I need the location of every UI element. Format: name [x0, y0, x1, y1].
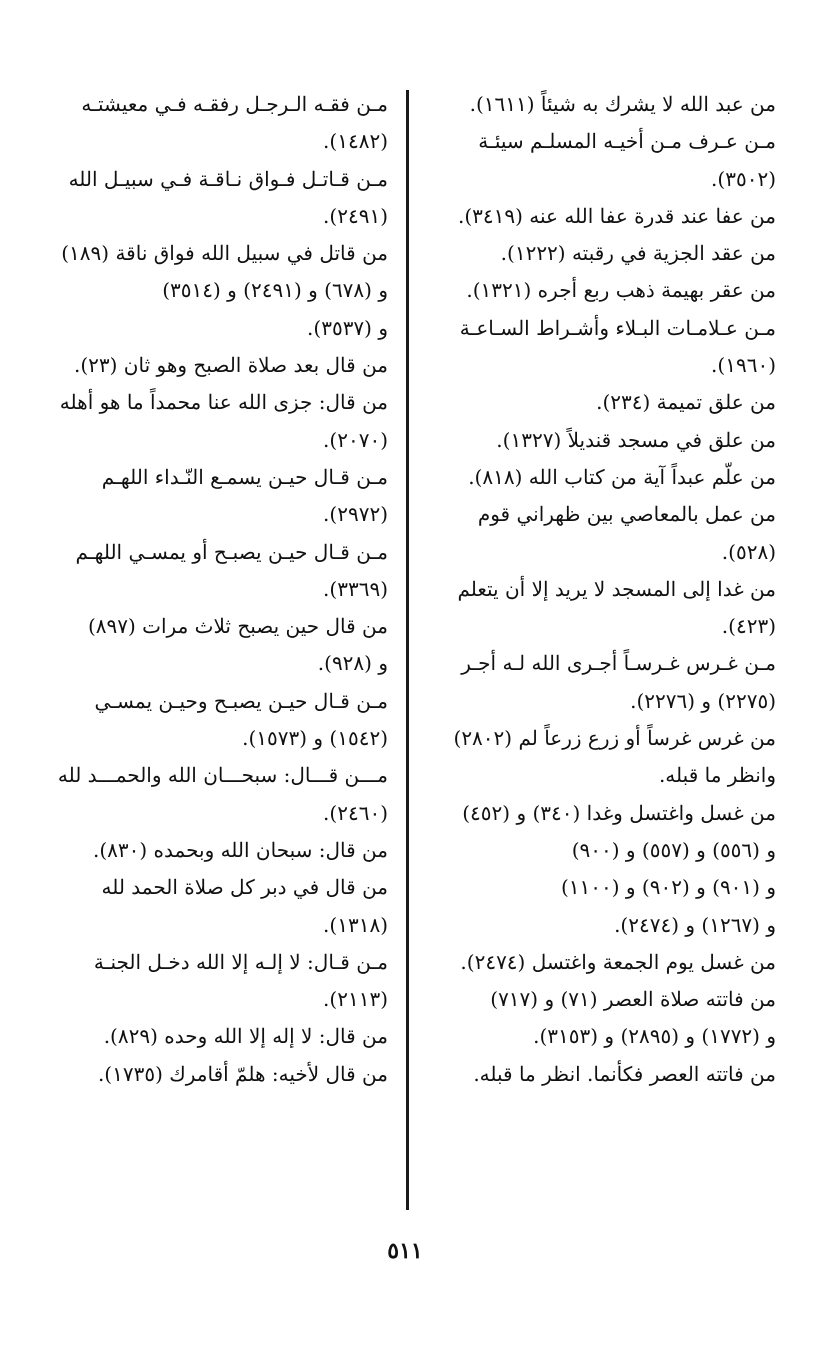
- index-entry: من علّم عبداً آية من كتاب الله (٨١٨).: [468, 464, 776, 489]
- index-entry: من غسل يوم الجمعة واغتسل (٢٤٧٤).: [460, 949, 776, 974]
- index-entry: مـن قـاتـل فـواق نـاقـة فـي سبيـل الله (٢٤٩١).: [68, 166, 388, 228]
- index-entry: من قال: جزى الله عنا محمداً ما هو أهله (٢٠٧٠).: [59, 390, 388, 452]
- index-entry: من قال بعد صلاة الصبح وهو ثان (٢٣).: [73, 353, 388, 378]
- index-entry: من قال حين يصبح ثلاث مرات (٨٩٧) و (٩٢٨).: [87, 614, 388, 676]
- page-number: ٥١١: [387, 1238, 423, 1264]
- index-entry: من قال في دبر كل صلاة الحمد لله (١٣١٨).: [101, 875, 388, 937]
- index-entry: من عقر بهيمة ذهب ربع أجره (١٣٢١).: [466, 278, 776, 303]
- column-divider: [406, 90, 409, 1210]
- index-entry: مـن فقـه الـرجـل رفقـه فـي معيشتـه (١٤٨٢).: [81, 92, 388, 154]
- index-entry: من غدا إلى المسجد لا يريد إلا أن يتعلم (٤٢٣).: [457, 576, 776, 639]
- index-column-left: [43, 86, 388, 1093]
- index-entry: من عمل بالمعاصي بين ظهراني قوم (٥٢٨).: [477, 502, 776, 564]
- index-entry: مـن قـال: لا إلـه إلا الله دخـل الجنـة (٢١١٣).: [93, 949, 388, 1012]
- index-entry: من علق في مسجد قنديلاً (١٣٢٧).: [496, 427, 776, 452]
- index-entry: من قاتل في سبيل الله فواق ناقة (١٨٩) و (٦٧٨) و (٢٤٩١) و (٣٥١٤) و (٣٥٣٧).: [61, 241, 388, 340]
- index-entry: من قال: لا إله إلا الله وحده (٨٢٩).: [103, 1024, 388, 1049]
- index-entry: من عبد الله لا يشرك به شيئاً (١٦١١).: [469, 92, 776, 116]
- index-entry: من قال لأخيه: هلمّ أقامرك (١٧٣٥).: [97, 1061, 388, 1086]
- index-entry: من غرس غرساً أو زرع زرعاً لم (٢٨٠٢) وانظر ما قبله.: [453, 726, 776, 788]
- index-entry: مـن قـال حيـن يصبـح وحيـن يمسـي (١٥٤٢) و (١٥٧٣).: [94, 688, 388, 751]
- index-entry: مـن قـال حيـن يصبـح أو يمسـي اللهـم (٣٣٦٩).: [75, 539, 388, 601]
- index-entry: من علق تميمة (٢٣٤).: [596, 390, 776, 415]
- index-entry: من عفا عند قدرة عفا الله عنه (٣٤١٩).: [457, 203, 776, 228]
- index-entry: من عقد الجزية في رقبته (١٢٢٢).: [500, 241, 776, 266]
- index-entry: من قال: سبحان الله وبحمده (٨٣٠).: [92, 837, 388, 862]
- index-column-right: [431, 86, 776, 1093]
- index-entry: من فاتته العصر فكأنما. انظر ما قبله.: [473, 1061, 776, 1086]
- index-entry: من غسل واغتسل وغدا (٣٤٠) و (٤٥٢) و (٥٥٦) و (٥٥٧) و (٩٠٠) و (٩٠١) و (٩٠٢) و (١١٠٠) و (١٢٦٧) و (٢٤٧٤).: [462, 800, 776, 937]
- index-entry: من فاتته صلاة العصر (٧١) و (٧١٧) و (١٧٧٢) و (٢٨٩٥) و (٣١٥٣).: [490, 987, 776, 1049]
- index-entry: مـن غـرس غـرسـاً أجـرى الله لـه أجـر (٢٢٧٥) و (٢٢٧٦).: [461, 651, 776, 713]
- index-entry: مـن عـرف مـن أخيـه المسلـم سيئـة (٣٥٠٢).: [478, 129, 776, 191]
- index-entry: مـن عـلامـات البـلاء وأشـراط السـاعـة (١٩٦٠).: [459, 315, 776, 378]
- index-entry: مـن قـال حيـن يسمـع النّـداء اللهـم (٢٩٧٢).: [101, 464, 388, 527]
- index-entry: مـــن قـــال: سبحـــان الله والحمـــد لله (٢٤٦٠).: [57, 763, 388, 825]
